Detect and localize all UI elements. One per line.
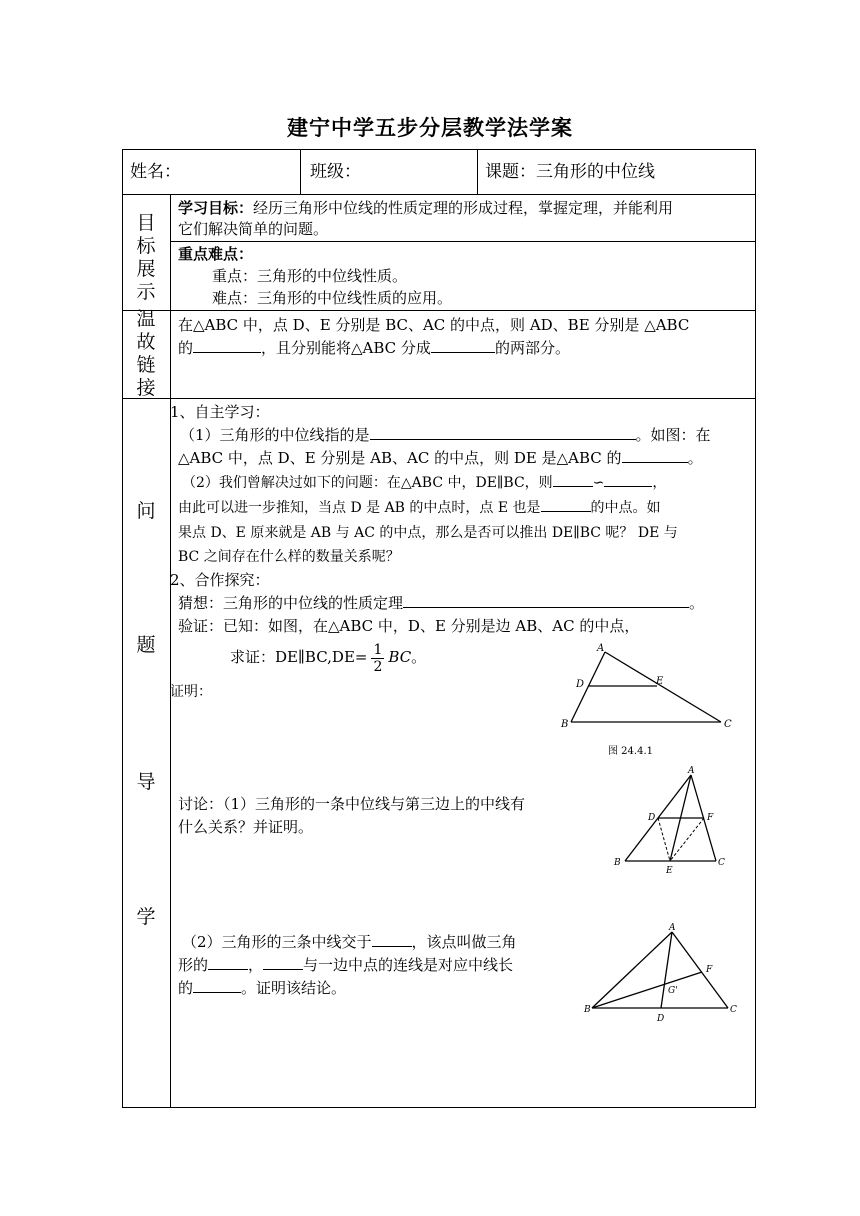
side-char: 标: [136, 235, 156, 257]
side-char: 学: [136, 906, 156, 928]
fraction-numerator: 1: [373, 641, 383, 658]
q-text: 。如图：在: [635, 426, 711, 444]
side-char: 题: [136, 634, 156, 656]
difficulty: 难点：三角形的中位线性质的应用。: [212, 289, 453, 307]
review-text: 的两部分。: [494, 339, 570, 357]
side-char: 示: [136, 281, 156, 303]
fig1-label-a: A: [597, 643, 605, 654]
prove-text: 求证：DE∥BC,DE=: [230, 648, 368, 666]
q1-line-2: [178, 446, 703, 470]
triangle-figure-3: [582, 920, 747, 1025]
q-text: （1）三角形的中位线指的是: [180, 426, 370, 444]
side-column-divider: [170, 194, 171, 1108]
row-divider: [122, 398, 756, 399]
class-label: 班级：: [310, 162, 361, 182]
side-char: 展: [136, 258, 156, 280]
fig1-label-c: C: [724, 719, 732, 730]
answer-blank[interactable]: [193, 337, 261, 353]
side-char: 链: [136, 354, 156, 376]
learning-goal-cont: 它们解决简单的问题。: [178, 220, 329, 238]
answer-blank[interactable]: [193, 977, 241, 993]
q-text: 。: [687, 449, 703, 467]
guess-line: [178, 591, 704, 615]
goal-text: 经历三角形中位线的性质定理的形成过程，掌握定理，并能利用: [253, 199, 674, 217]
answer-blank[interactable]: [370, 424, 636, 440]
q2-line-1: [182, 471, 666, 495]
prove-line: [230, 640, 426, 675]
q2-line-2: [178, 496, 661, 520]
q-text: ，: [652, 475, 667, 491]
row-divider: [170, 241, 756, 242]
answer-blank[interactable]: [604, 471, 652, 487]
answer-blank[interactable]: [403, 592, 689, 608]
q-text: 由此可以进一步推知，当点 D 是 AB 的中点时，点 E 也是: [178, 500, 541, 516]
row-divider: [122, 310, 756, 311]
q-text: （2）我们曾解决过如下的问题：在△ABC 中，DE∥BC，则: [182, 475, 553, 491]
q-text: △ABC 中，点 D、E 分别是 AB、AC 的中点，则 DE 是△ABC 的: [178, 449, 622, 467]
disc-text: ，: [248, 956, 264, 974]
similar-symbol: ∽: [592, 475, 605, 491]
side-char: 温: [136, 308, 156, 330]
fig3-label-b: B: [584, 1005, 591, 1015]
fig2-label-d: D: [648, 813, 656, 823]
guess-text: 猜想：三角形的中位线的性质定理: [178, 594, 404, 612]
prove-bc: BC: [388, 648, 412, 666]
side-char: 问: [136, 500, 156, 522]
fig1-label-d: D: [576, 679, 585, 690]
answer-blank[interactable]: [208, 954, 248, 970]
name-label: 姓名：: [130, 162, 181, 182]
fig3-label-c: C: [730, 1005, 737, 1015]
fraction-denominator: 2: [373, 658, 383, 675]
answer-blank[interactable]: [553, 471, 593, 487]
answer-blank[interactable]: [541, 496, 591, 512]
key-point: 重点：三角形的中位线性质。: [212, 267, 408, 285]
discussion-2-line-1: [182, 930, 517, 954]
prove-text: 。: [411, 648, 427, 666]
fig1-label-b: B: [561, 719, 569, 730]
q2-line-3: 果点 D、E 原来就是 AB 与 AC 的中点，那么是否可以推出 DE∥BC 呢？ DE 与: [178, 525, 678, 541]
side-char: 目: [136, 212, 156, 234]
goal-label: 学习目标：: [178, 199, 254, 217]
fig3-label-f: F: [706, 965, 713, 975]
disc-text: 与一边中点的连线是对应中线长: [303, 956, 514, 974]
fig3-label-d: D: [657, 1014, 665, 1024]
discussion-2-line-2: [178, 953, 513, 977]
review-text: 的: [178, 339, 194, 357]
one-half-fraction: [371, 642, 384, 675]
discussion-1-line-2: 什么关系？并证明。: [178, 818, 314, 836]
coop-heading: 2、合作探究：: [170, 571, 270, 589]
guess-text: 。: [689, 594, 705, 612]
disc-text: （2）三角形的三条中线交于: [182, 933, 372, 951]
disc-text: 。证明该结论。: [241, 979, 347, 997]
review-line-2: [178, 336, 570, 360]
key-label: [178, 242, 253, 266]
side-char: 故: [136, 331, 156, 353]
disc-text: 形的: [178, 956, 209, 974]
fig2-label-a: A: [688, 766, 695, 776]
q1-line-1: [180, 423, 711, 447]
fig2-label-e: E: [666, 866, 673, 876]
topic-label: 课题：三角形的中位线: [485, 162, 655, 182]
row-divider: [122, 194, 756, 195]
self-study-heading: 1、自主学习：: [170, 403, 270, 421]
fig2-label-f: F: [707, 813, 714, 823]
side-char: 导: [136, 771, 156, 793]
disc-text: ，该点叫做三角: [411, 933, 517, 951]
discussion-1-line-1: 讨论：（1）三角形的一条中位线与第三边上的中线有: [178, 795, 526, 813]
answer-blank[interactable]: [622, 447, 688, 463]
fig1-caption: 图 24.4.1: [608, 746, 653, 757]
header-divider: [300, 149, 301, 194]
header-divider: [477, 149, 478, 194]
fig2-label-c: C: [718, 858, 725, 868]
triangle-figure-2: [610, 763, 740, 878]
side-char: 接: [136, 377, 156, 399]
q2-line-4: BC 之间存在什么样的数量关系呢？: [178, 549, 400, 565]
fig3-label-g: G': [668, 986, 678, 996]
answer-blank[interactable]: [263, 954, 303, 970]
answer-blank[interactable]: [372, 931, 412, 947]
page-title: 建宁中学五步分层教学法学案: [287, 115, 573, 140]
proof-label: 证明：: [170, 684, 212, 700]
triangle-figure-1: [557, 642, 747, 752]
verify-line: 验证：已知：如图，在△ABC 中，D、E 分别是边 AB、AC 的中点，: [178, 617, 640, 635]
discussion-2-line-3: [178, 976, 346, 1000]
disc-text: 的: [178, 979, 194, 997]
review-line-1: 在△ABC 中，点 D、E 分别是 BC、AC 的中点，则 AD、BE 分别是 △ABC: [178, 316, 690, 334]
answer-blank[interactable]: [431, 337, 495, 353]
review-text: ，且分别能将△ABC 分成: [261, 339, 431, 357]
q-text: 的中点。如: [590, 500, 661, 516]
fig1-label-e: E: [656, 676, 664, 687]
fig3-label-a: A: [669, 923, 676, 933]
fig2-label-b: B: [614, 858, 621, 868]
key-label-text: 重点难点：: [178, 245, 254, 263]
